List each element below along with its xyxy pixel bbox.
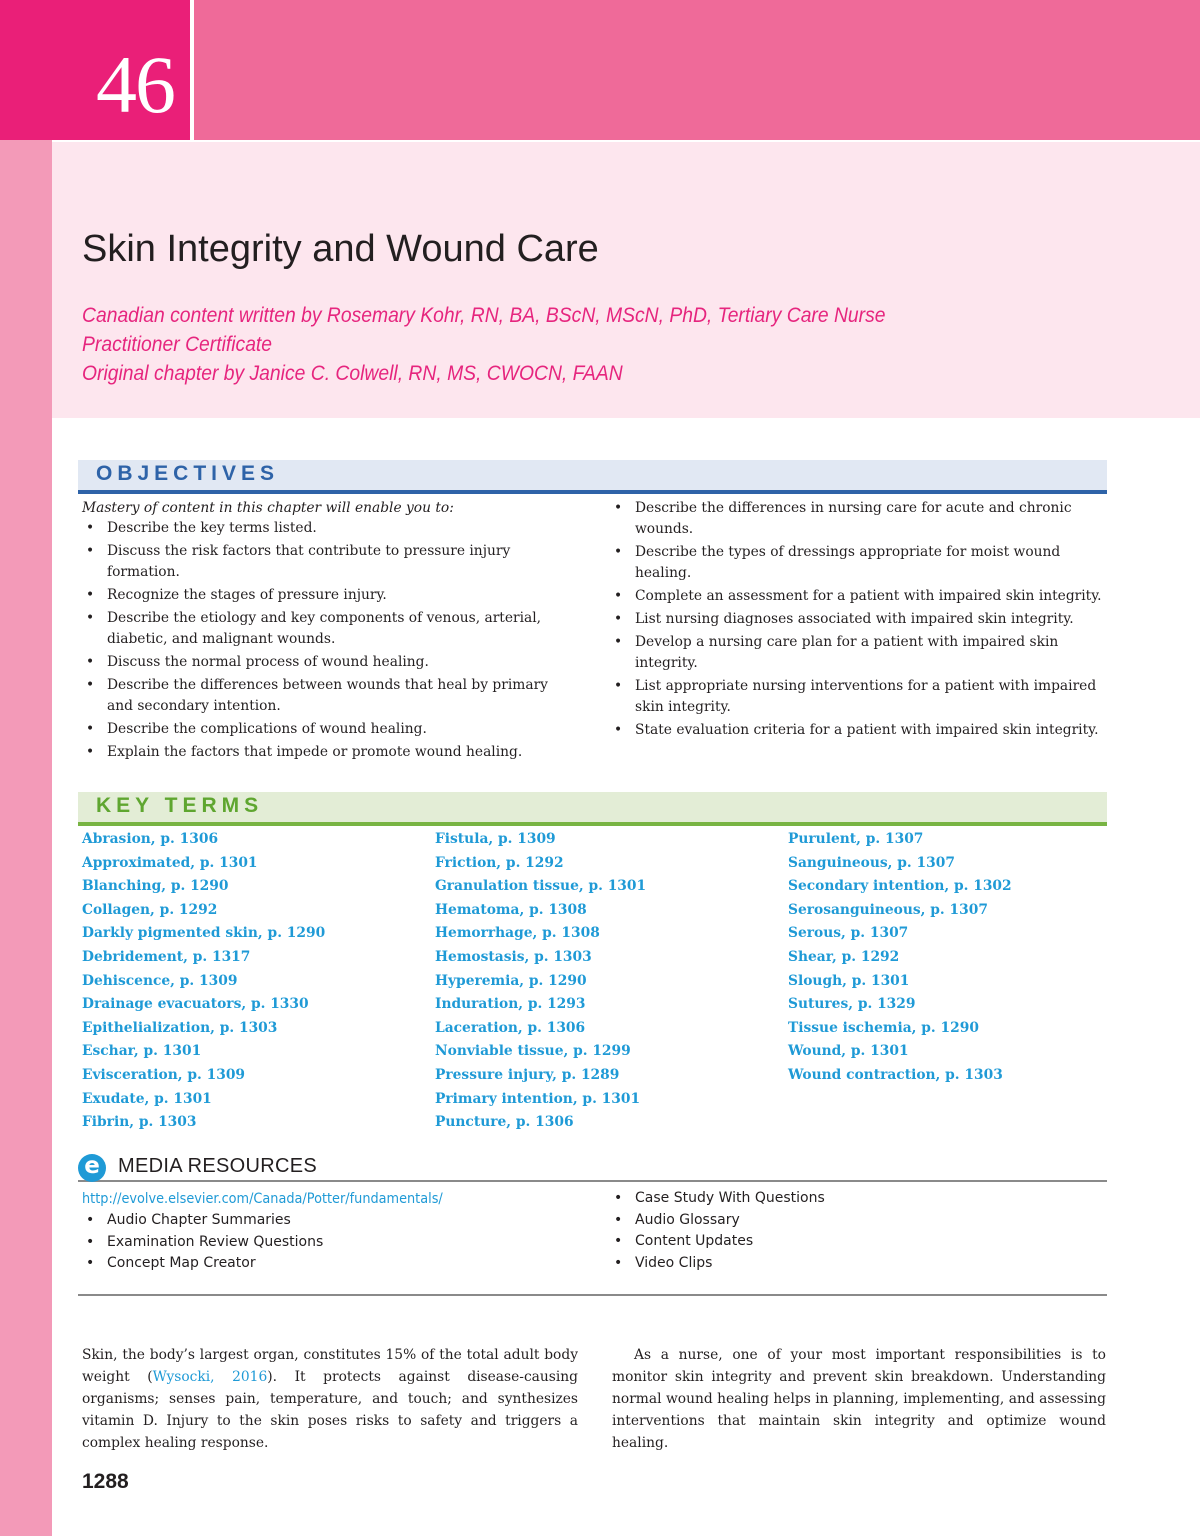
- objectives-header: [78, 460, 1107, 494]
- key-term-link[interactable]: Eschar, p. 1301: [82, 1043, 202, 1060]
- media-left-column: [82, 1188, 562, 1275]
- objective-item: • Develop a nursing care plan for a patient with impaired skin integrity.: [610, 632, 1108, 674]
- media-resource-item: • Audio Chapter Summaries: [82, 1210, 562, 1232]
- objective-item: • Describe the differences in nursing care for acute and chronic wounds.: [610, 498, 1108, 540]
- page-number: 1288: [82, 1470, 129, 1493]
- objective-item: • Describe the differences between wounds that heal by primary and secondary intention.: [82, 675, 560, 717]
- objective-item: • Describe the complications of wound healing.: [82, 719, 560, 740]
- key-term-link[interactable]: Secondary intention, p. 1302: [788, 878, 1012, 895]
- key-term-link[interactable]: Pressure injury, p. 1289: [435, 1066, 620, 1083]
- body-paragraph-1-b: ). It protects against disease-causing organisms; senses pain, temperature, and touch; and synthesizes vitamin D. Injury to the skin poses risks to safety and triggers a complex healing response.: [82, 1369, 578, 1451]
- key-term-link[interactable]: Blanching, p. 1290: [82, 878, 229, 895]
- key-term-link[interactable]: Fistula, p. 1309: [435, 831, 556, 847]
- objectives-intro: Mastery of content in this chapter will enable you to:: [82, 500, 454, 516]
- key-term-link[interactable]: Granulation tissue, p. 1301: [435, 878, 647, 895]
- media-resource-item: • Content Updates: [610, 1231, 1090, 1253]
- media-bottom-rule: [78, 1294, 1107, 1296]
- key-terms-column-2: [435, 828, 775, 1135]
- media-list-right: [610, 1188, 1090, 1274]
- key-term-link[interactable]: Wound, p. 1301: [788, 1043, 909, 1060]
- objective-item: • Describe the key terms listed.: [82, 518, 560, 539]
- header-band: [194, 0, 1200, 140]
- key-term-link[interactable]: Purulent, p. 1307: [788, 831, 924, 847]
- key-term-link[interactable]: Slough, p. 1301: [788, 972, 910, 989]
- key-term-link[interactable]: Epithelialization, p. 1303: [82, 1019, 278, 1036]
- key-term-link[interactable]: Hyperemia, p. 1290: [435, 972, 587, 989]
- objective-item: • Discuss the risk factors that contribute to pressure injury formation.: [82, 541, 560, 583]
- key-term-link[interactable]: Sutures, p. 1329: [788, 996, 916, 1013]
- key-term-link[interactable]: Tissue ischemia, p. 1290: [788, 1019, 979, 1036]
- key-term-link[interactable]: Friction, p. 1292: [435, 854, 564, 871]
- objective-item: • Complete an assessment for a patient with impaired skin integrity.: [610, 586, 1108, 607]
- media-right-column: [610, 1188, 1090, 1274]
- objective-item: • Describe the etiology and key components of venous, arterial, diabetic, and malignant wounds.: [82, 608, 560, 650]
- key-term-link[interactable]: Sanguineous, p. 1307: [788, 854, 955, 871]
- objectives-list-right: [610, 498, 1108, 741]
- author-line-3: Original chapter by Janice C. Colwell, RN, MS, CWOCN, FAAN: [82, 362, 623, 385]
- body-paragraph-2: As a nurse, one of your most important responsibilities is to monitor skin integrity and prevent skin breakdown. Understanding normal wound healing helps in planning, implementing, and assessing interventions that maintain skin integrity and optimize wound healing.: [612, 1347, 1106, 1451]
- left-color-bar: [0, 0, 52, 1536]
- key-term-link[interactable]: Laceration, p. 1306: [435, 1019, 586, 1036]
- key-terms-heading: KEY TERMS: [96, 794, 264, 817]
- key-term-link[interactable]: Hemostasis, p. 1303: [435, 948, 592, 965]
- key-term-link[interactable]: Abrasion, p. 1306: [82, 831, 219, 847]
- objective-item: • Explain the factors that impede or promote wound healing.: [82, 742, 560, 763]
- key-terms-header: [78, 792, 1107, 826]
- media-resource-item: • Video Clips: [610, 1253, 1090, 1275]
- media-resource-item: • Concept Map Creator: [82, 1253, 562, 1275]
- key-term-link[interactable]: Approximated, p. 1301: [82, 854, 258, 871]
- key-term-link[interactable]: Debridement, p. 1317: [82, 948, 251, 965]
- objective-item: • Discuss the normal process of wound healing.: [82, 652, 560, 673]
- key-term-link[interactable]: Induration, p. 1293: [435, 996, 586, 1013]
- media-resources-heading: MEDIA RESOURCES: [118, 1155, 317, 1177]
- objectives-right-column: [610, 498, 1108, 743]
- evolve-e-icon: e: [78, 1154, 106, 1182]
- media-resource-item: • Audio Glossary: [610, 1210, 1090, 1232]
- key-term-link[interactable]: Hematoma, p. 1308: [435, 901, 587, 918]
- objective-item: • State evaluation criteria for a patient with impaired skin integrity.: [610, 720, 1108, 741]
- objective-item: • Describe the types of dressings appropriate for moist wound healing.: [610, 542, 1108, 584]
- objectives-heading: OBJECTIVES: [96, 462, 280, 485]
- key-term-link[interactable]: Dehiscence, p. 1309: [82, 972, 238, 989]
- key-term-link[interactable]: Primary intention, p. 1301: [435, 1090, 641, 1107]
- key-terms-column-1: [82, 828, 422, 1135]
- objectives-list-left: [82, 518, 560, 763]
- key-term-link[interactable]: Nonviable tissue, p. 1299: [435, 1043, 631, 1060]
- key-term-link[interactable]: Evisceration, p. 1309: [82, 1066, 246, 1083]
- objectives-left-column: [82, 498, 560, 765]
- key-terms-column-3: [788, 828, 1128, 1088]
- key-term-link[interactable]: Serosanguineous, p. 1307: [788, 901, 988, 918]
- key-term-link[interactable]: Hemorrhage, p. 1308: [435, 925, 600, 942]
- body-paragraph-1-a: Skin, the body’s largest organ, constitutes 15% of the total adult body weight (: [82, 1347, 578, 1385]
- objective-item: • List nursing diagnoses associated with impaired skin integrity.: [610, 609, 1108, 630]
- chapter-title: Skin Integrity and Wound Care: [82, 228, 599, 270]
- key-term-link[interactable]: Serous, p. 1307: [788, 925, 909, 942]
- objective-item: • Recognize the stages of pressure injury.: [82, 585, 560, 606]
- media-resources-header: [78, 1154, 1107, 1182]
- body-paragraph-1: [82, 1344, 578, 1454]
- author-line-2: Practitioner Certificate: [82, 333, 273, 356]
- chapter-number-box: [0, 0, 190, 140]
- objective-item: • List appropriate nursing interventions for a patient with impaired skin integrity.: [610, 676, 1108, 718]
- media-list-left: [82, 1210, 562, 1275]
- key-term-link[interactable]: Collagen, p. 1292: [82, 901, 218, 918]
- media-resource-item: • Examination Review Questions: [82, 1232, 562, 1254]
- key-term-link[interactable]: Shear, p. 1292: [788, 948, 900, 965]
- key-term-link[interactable]: Darkly pigmented skin, p. 1290: [82, 925, 326, 942]
- chapter-number: 46: [96, 39, 174, 130]
- key-term-link[interactable]: Exudate, p. 1301: [82, 1090, 212, 1107]
- author-line-1: Canadian content written by Rosemary Kohr, RN, BA, BScN, MScN, PhD, Tertiary Care Nurse: [82, 304, 886, 327]
- evolve-link[interactable]: http://evolve.elsevier.com/Canada/Potter/fundamentals/: [82, 1191, 443, 1207]
- media-resource-item: • Case Study With Questions: [610, 1188, 1090, 1210]
- key-term-link[interactable]: Puncture, p. 1306: [435, 1114, 574, 1131]
- key-term-link[interactable]: Fibrin, p. 1303: [82, 1114, 197, 1131]
- key-term-link[interactable]: Wound contraction, p. 1303: [788, 1066, 1003, 1083]
- citation-link[interactable]: Wysocki, 2016: [152, 1369, 268, 1385]
- key-term-link[interactable]: Drainage evacuators, p. 1330: [82, 996, 309, 1013]
